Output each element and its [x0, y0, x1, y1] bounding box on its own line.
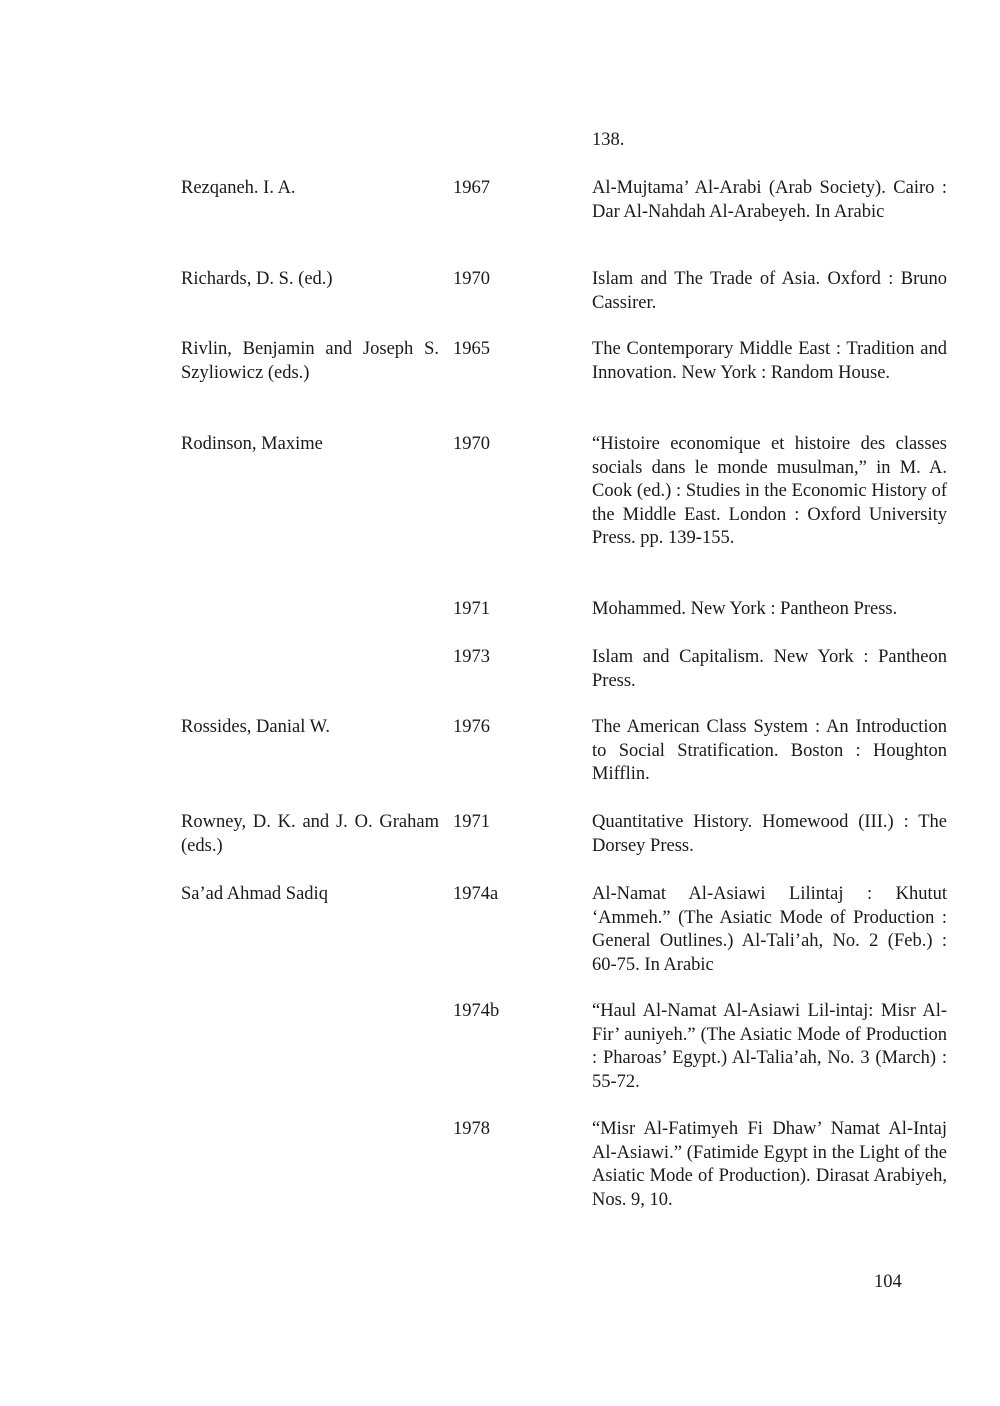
- entry-title: The American Class System : An Introduction to Social Stratification. Boston : Houghton Mifflin.: [592, 717, 947, 784]
- entry-year: 1973: [453, 647, 490, 667]
- entry-year: 1970: [453, 269, 490, 289]
- entry-year: 1967: [453, 178, 490, 198]
- entry-year: 1971: [453, 812, 490, 832]
- entry-title: The Contemporary Middle East : Tradition and Innovation. New York : Random House.: [592, 339, 947, 383]
- entry-year: 1974b: [453, 1001, 500, 1021]
- entry-title: “Haul Al-Namat Al-Asiawi Lil-intaj: Misr Al-Fir’ auniyeh.” (The Asiatic Mode of Production : Pharoas’ Egypt.) Al-Talia’ah, No. 3 (March) : 55-72.: [592, 1001, 947, 1092]
- entry-title: Mohammed. New York : Pantheon Press.: [592, 599, 898, 619]
- entry-year: 1965: [453, 339, 490, 359]
- top-page-number: 138.: [592, 130, 625, 150]
- entry-year: 1976: [453, 717, 490, 737]
- entry-title: “Histoire economique et histoire des classes socials dans le monde musulman,” in M. A. Cook (ed.) : Studies in the Economic History of the Middle East. London : Oxford University Press. pp. 139-155.: [592, 434, 947, 548]
- entry-author: Sa’ad Ahmad Sadiq: [181, 884, 328, 904]
- entry-title: Islam and Capitalism. New York : Pantheon Press.: [592, 647, 947, 691]
- entry-author: Rodinson, Maxime: [181, 434, 323, 454]
- entry-title: Al-Namat Al-Asiawi Lilintaj : Khutut ‘Ammeh.” (The Asiatic Mode of Production : General Outlines.) Al-Tali’ah, No. 2 (Feb.) : 60-75. In Arabic: [592, 884, 947, 975]
- entry-author: Rivlin, Benjamin and Joseph S. Szyliowicz (eds.): [181, 339, 439, 383]
- entry-author: Richards, D. S. (ed.): [181, 269, 333, 289]
- entry-year: 1971: [453, 599, 490, 619]
- bottom-page-number: 104: [874, 1272, 902, 1292]
- entry-title: “Misr Al-Fatimyeh Fi Dhaw’ Namat Al-Intaj Al-Asiawi.” (Fatimide Egypt in the Light of the Asiatic Mode of Production). Dirasat Arabiyeh, Nos. 9, 10.: [592, 1119, 947, 1210]
- entry-author: Rossides, Danial W.: [181, 717, 331, 737]
- entry-author: Rowney, D. K. and J. O. Graham (eds.): [181, 812, 439, 856]
- entry-year: 1978: [453, 1119, 490, 1139]
- entry-year: 1974a: [453, 884, 499, 904]
- entry-year: 1970: [453, 434, 490, 454]
- entry-title: Quantitative History. Homewood (III.) : The Dorsey Press.: [592, 812, 947, 856]
- entry-title: Al-Mujtama’ Al-Arabi (Arab Society). Cairo : Dar Al-Nahdah Al-Arabeyeh. In Arabic: [592, 178, 947, 222]
- entry-author: Rezqaneh. I. A.: [181, 178, 296, 198]
- entry-title: Islam and The Trade of Asia. Oxford : Bruno Cassirer.: [592, 269, 947, 313]
